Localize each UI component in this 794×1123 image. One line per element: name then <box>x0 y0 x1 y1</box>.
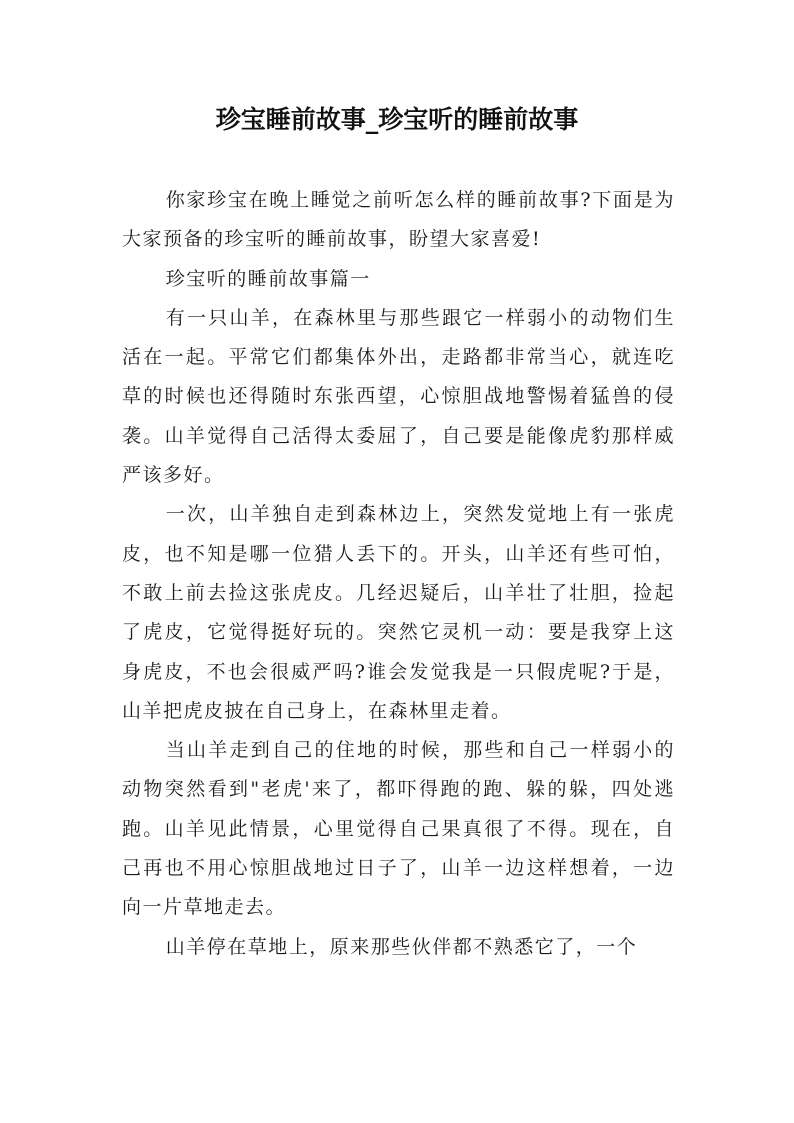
story-paragraph-2: 一次，山羊独自走到森林边上，突然发觉地上有一张虎皮，也不知是哪一位猎人丢下的。开头，山羊还有些可怕，不敢上前去捡这张虎皮。几经迟疑后，山羊壮了壮胆，捡起了虎皮，它觉得挺好玩的。突然它灵机一动：要是我穿上这身虎皮，不也会很威严吗?谁会发觉我是一只假虎呢?于是，山羊把虎皮披在自己身上，在森林里走着。 <box>122 503 675 722</box>
section-heading: 珍宝听的睡前故事篇一 <box>165 267 371 290</box>
document-body <box>122 181 675 967</box>
intro-paragraph: 你家珍宝在晚上睡觉之前听怎么样的睡前故事?下面是为大家预备的珍宝听的睡前故事，盼望大家喜爱! <box>122 189 675 251</box>
story-paragraph-1: 有一只山羊，在森林里与那些跟它一样弱小的动物们生活在一起。平常它们都集体外出，走路都非常当心，就连吃草的时候也还得随时东张西望，心惊胆战地警惕着猛兽的侵袭。山羊觉得自己活得太委屈了，自己要是能像虎豹那样威严该多好。 <box>122 306 675 487</box>
page-title: 珍宝睡前故事_珍宝听的睡前故事 <box>215 105 579 134</box>
story-paragraph-4: 山羊停在草地上，原来那些伙伴都不熟悉它了，一个 <box>165 935 638 958</box>
story-paragraph-3: 当山羊走到自己的住地的时候，那些和自己一样弱小的动物突然看到"老虎'来了，都吓得跑的跑、躲的躲，四处逃跑。山羊见此情景，心里觉得自己果真很了不得。现在，自己再也不用心惊胆战地过日子了，山羊一边这样想着，一边向一片草地走去。 <box>122 739 675 919</box>
